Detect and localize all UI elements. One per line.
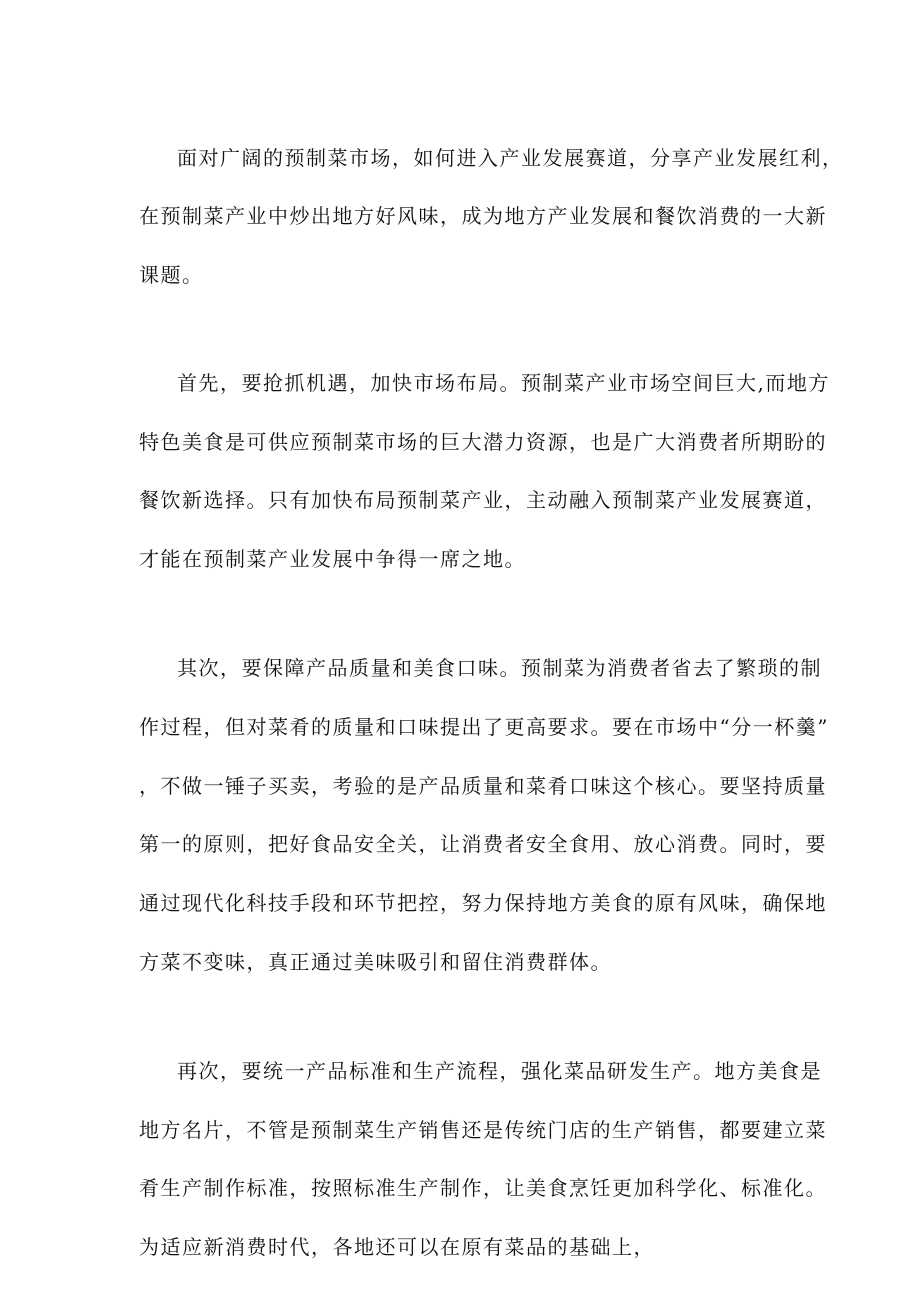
paragraph-line: 第一的原则，把好食品安全关，让消费者安全食用、放心消费。同时，要 [139, 832, 827, 856]
paragraph-line: 再次，要统一产品标准和生产流程，强化菜品研发生产。地方美食是 [177, 1059, 822, 1083]
paragraph-line: 餐饮新选择。只有加快布局预制菜产业，主动融入预制菜产业发展赛道， [139, 488, 827, 512]
paragraph-line: 地方名片，不管是预制菜生产销售还是传统门店的生产销售，都要建立菜 [139, 1118, 827, 1142]
paragraph-line: 课题。 [139, 263, 204, 287]
paragraph-line: ，不做一锤子买卖，考验的是产品质量和菜肴口味这个核心。要坚持质量 [139, 774, 827, 798]
paragraph-line: 通过现代化科技手段和环节把控，努力保持地方美食的原有风味，确保地 [139, 891, 827, 915]
paragraph-line: 其次，要保障产品质量和美食口味。预制菜为消费者省去了繁琐的制 [177, 656, 822, 680]
paragraph-line: 方菜不变味，真正通过美味吸引和留住消费群体。 [139, 950, 612, 974]
paragraph-line: 面对广阔的预制菜市场，如何进入产业发展赛道，分享产业发展红利， [177, 146, 844, 170]
paragraph-line: 特色美食是可供应预制菜市场的巨大潜力资源，也是广大消费者所期盼的 [139, 430, 827, 454]
paragraph-line: 首先，要抢抓机遇，加快市场布局。预制菜产业市场空间巨大,而地方 [177, 371, 830, 395]
paragraph-line: 作过程，但对菜肴的质量和口味提出了更高要求。要在市场中“分一杯羹” [139, 715, 829, 739]
paragraph-line: 肴生产制作标准，按照标准生产制作，让美食烹饪更加科学化、标准化。 [139, 1176, 827, 1200]
paragraph-line: 在预制菜产业中炒出地方好风味，成为地方产业发展和餐饮消费的一大新 [139, 204, 827, 228]
paragraph-line: 为适应新消费时代，各地还可以在原有菜品的基础上， [139, 1235, 655, 1259]
paragraph-line: 才能在预制菜产业发展中争得一席之地。 [139, 547, 526, 571]
